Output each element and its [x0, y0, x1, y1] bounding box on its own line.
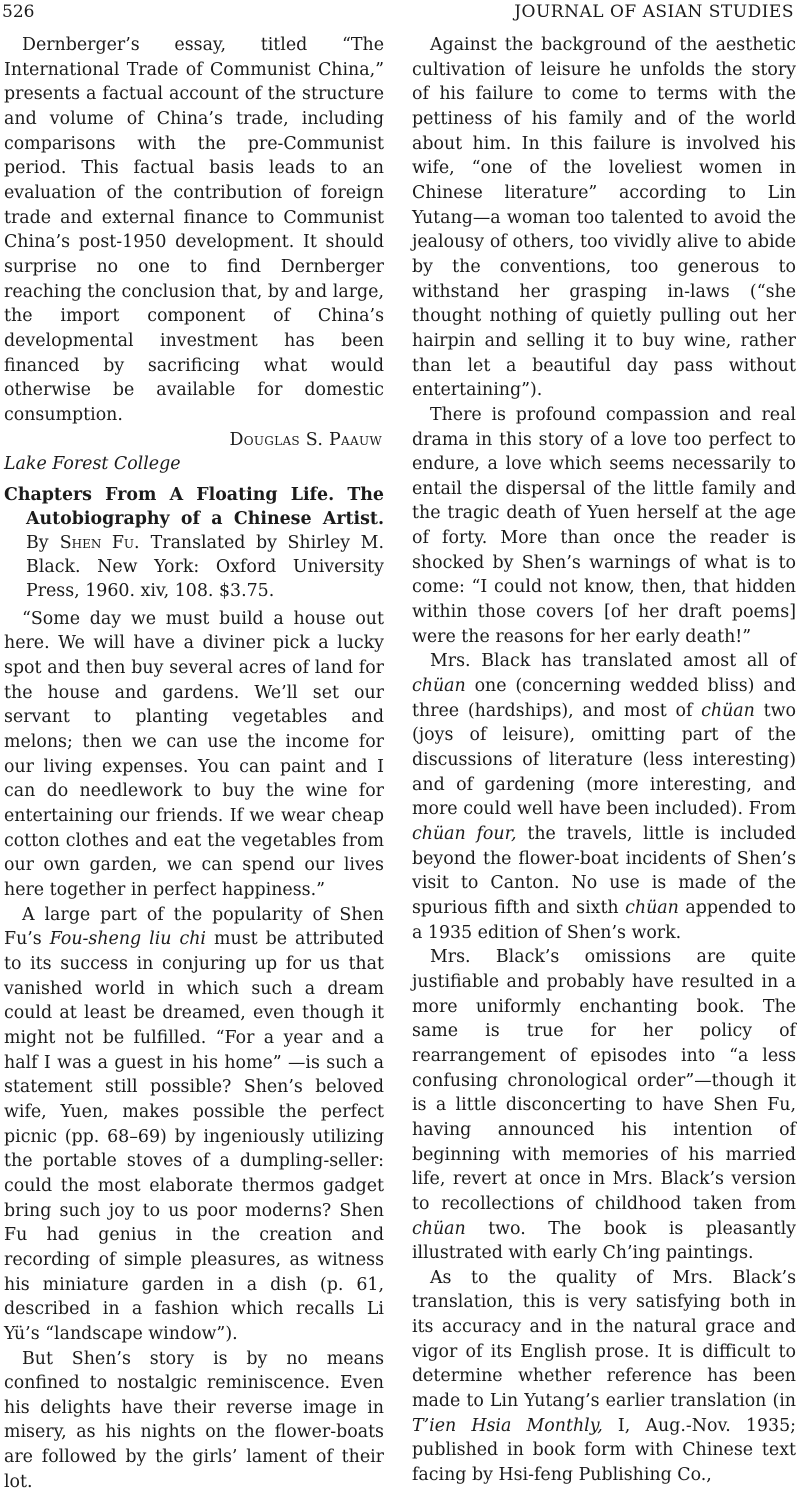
- text-span: Mrs. Black’s omissions are quite justifiable and probably have resulted in a more uniformly enchanting book. The same is true for her policy of rearrangement of episodes into “a less confusing chronological order”—though it is a little disconcerting to have Shen Fu, having announced his intention of beginning with memories of his married life, revert at once in Mrs. Black’s version to recollections of childhood taken from: [412, 947, 796, 1214]
- quality-paragraph: [412, 1266, 796, 1488]
- journal-title: JOURNAL OF ASIAN STUDIES: [514, 2, 794, 22]
- dernberger-paragraph: Dernberger’s essay, titled “The International Trade of Communist China,” presents a factual account of the structure and volume of China’s trade, including comparisons with the pre-Communist period. This factual basis leads to an evaluation of the contribution of foreign trade and external finance to Communist China’s post-1950 development. It should surprise no one to find Dernberger reaching the conclusion that, by and large, the import component of China’s developmental investment has been financed by sacrificing what would otherwise be available for domestic consumption.: [4, 33, 384, 428]
- text-span: I, Aug.-Nov. 1935; published in book form with Chinese text facing by Hsi-feng Publishing Co.,: [412, 1416, 796, 1485]
- text-span: appended to a 1935 edition of Shen’s work.: [412, 898, 796, 943]
- book-author: Shen Fu.: [60, 533, 140, 553]
- text-span: As to the quality of Mrs. Black’s translation, this is very satisfying both in its accuracy and in the natural grace and vigor of its English prose. It is difficult to determine whether reference has been made to Lin Yutang’s earlier translation (in: [412, 1268, 796, 1411]
- translation-scope-paragraph: [412, 649, 796, 945]
- text-span: A large part of the popularity of Shen Fu’s: [4, 905, 384, 950]
- italic-term: chüan: [701, 701, 755, 721]
- text-span: the travels, little is included beyond the flower-boat incidents of Shen’s visit to Canton. No use is made of the spurious fifth and sixth: [412, 824, 796, 918]
- italic-term: chüan: [412, 1219, 466, 1239]
- book-title: Chapters From A Floating Life. The Autobiography of a Chinese Artist.: [4, 485, 384, 529]
- review-heading: [4, 483, 384, 603]
- text-span: one (concerning wedded bliss) and three (hardships), and most of: [412, 676, 796, 721]
- italic-term: chüan: [625, 898, 679, 918]
- italic-title: Fou-sheng liu chi: [50, 929, 206, 949]
- text-span: must be attributed to its success in conjuring up for us that vanished world in which such a dream could at least be dreamed, even though it might not be fulfilled. “For a year and a half I was a guest in his home” —is such a statement still possible? Shen’s beloved wife, Yuen, makes possible the perfect picnic (pp. 68–69) by ingeniously utilizing the portable stoves of a dumpling-seller: could the most elaborate thermos gadget bring such joy to us poor moderns? Shen Fu had genius in the creation and recording of simple pleasures, as witness his miniature garden in a dish (p. 61, described in a fashion which recalls Li Yü’s “landscape window”).: [4, 929, 384, 1344]
- compassion-paragraph: There is profound compassion and real drama in this story of a love too perfect to endure, a love which seems necessarily to entail the dispersal of the little family and the tragic death of Yuen herself at the age of forty. More than once the reader is shocked by Shen’s warnings of what is to come: “I could not know, then, that hidden within those covers [of her draft poems] were the reasons for her early death!”: [412, 403, 796, 650]
- failure-paragraph: Against the background of the aesthetic cultivation of leisure he unfolds the story of his failure to come to terms with the pettiness of his family and of the world about him. In this failure is involved his wife, “one of the loveliest women in Chinese literature” according to Lin Yutang—a woman too talented to avoid the jealousy of others, too vividly alive to abide by the conventions, too generous to withstand her grasping in-laws (“she thought nothing of quietly pulling out her hairpin and selling it to buy wine, rather than let a beautiful day pass without entertaining”).: [412, 33, 796, 403]
- opening-quote-paragraph: “Some day we must build a house out here. We will have a diviner pick a lucky spot and then buy several acres of land for the house and gardens. We’ll set our servant to planting vegetables and melons; then we can use the income for our living expenses. You can paint and I can do needlework to buy the wine for entertaining our friends. If we wear cheap cotton clothes and eat the vegetables from our own garden, we can spend our lives here together in perfect happiness.”: [4, 607, 384, 903]
- italic-title: T’ien Hsia Monthly,: [412, 1416, 603, 1436]
- popularity-paragraph: [4, 903, 384, 1347]
- reviewer-affiliation: Lake Forest College: [4, 452, 384, 477]
- left-column: [4, 33, 384, 1494]
- review-by: By: [26, 533, 49, 553]
- text-span: two (joys of leisure), omitting part of the discussions of literature (less interesting) and of gardening (more interesting, and more could well have been included). From: [412, 701, 796, 820]
- omissions-paragraph: [412, 945, 796, 1266]
- page-number: 526: [2, 2, 34, 22]
- text-span: Mrs. Black has translated amost all of: [430, 651, 796, 671]
- publication-details: Translated by Shirley M. Black. New York: Oxford University Press, 1960. xiv, 108. $3.75.: [26, 533, 384, 601]
- italic-term: chüan four,: [412, 824, 517, 844]
- reviewer-signature: Douglas S. Paauw: [4, 428, 384, 453]
- text-span: two. The book is pleasantly illustrated with early Ch’ing paintings.: [412, 1219, 796, 1264]
- running-header: [0, 0, 800, 26]
- italic-term: chüan: [412, 676, 466, 696]
- misery-paragraph: But Shen’s story is by no means confined to nostalgic reminiscence. Even his delights have their reverse image in misery, as his nights on the flower-boats are followed by the girls’ lament of their lot.: [4, 1347, 384, 1494]
- right-column: [412, 33, 796, 1488]
